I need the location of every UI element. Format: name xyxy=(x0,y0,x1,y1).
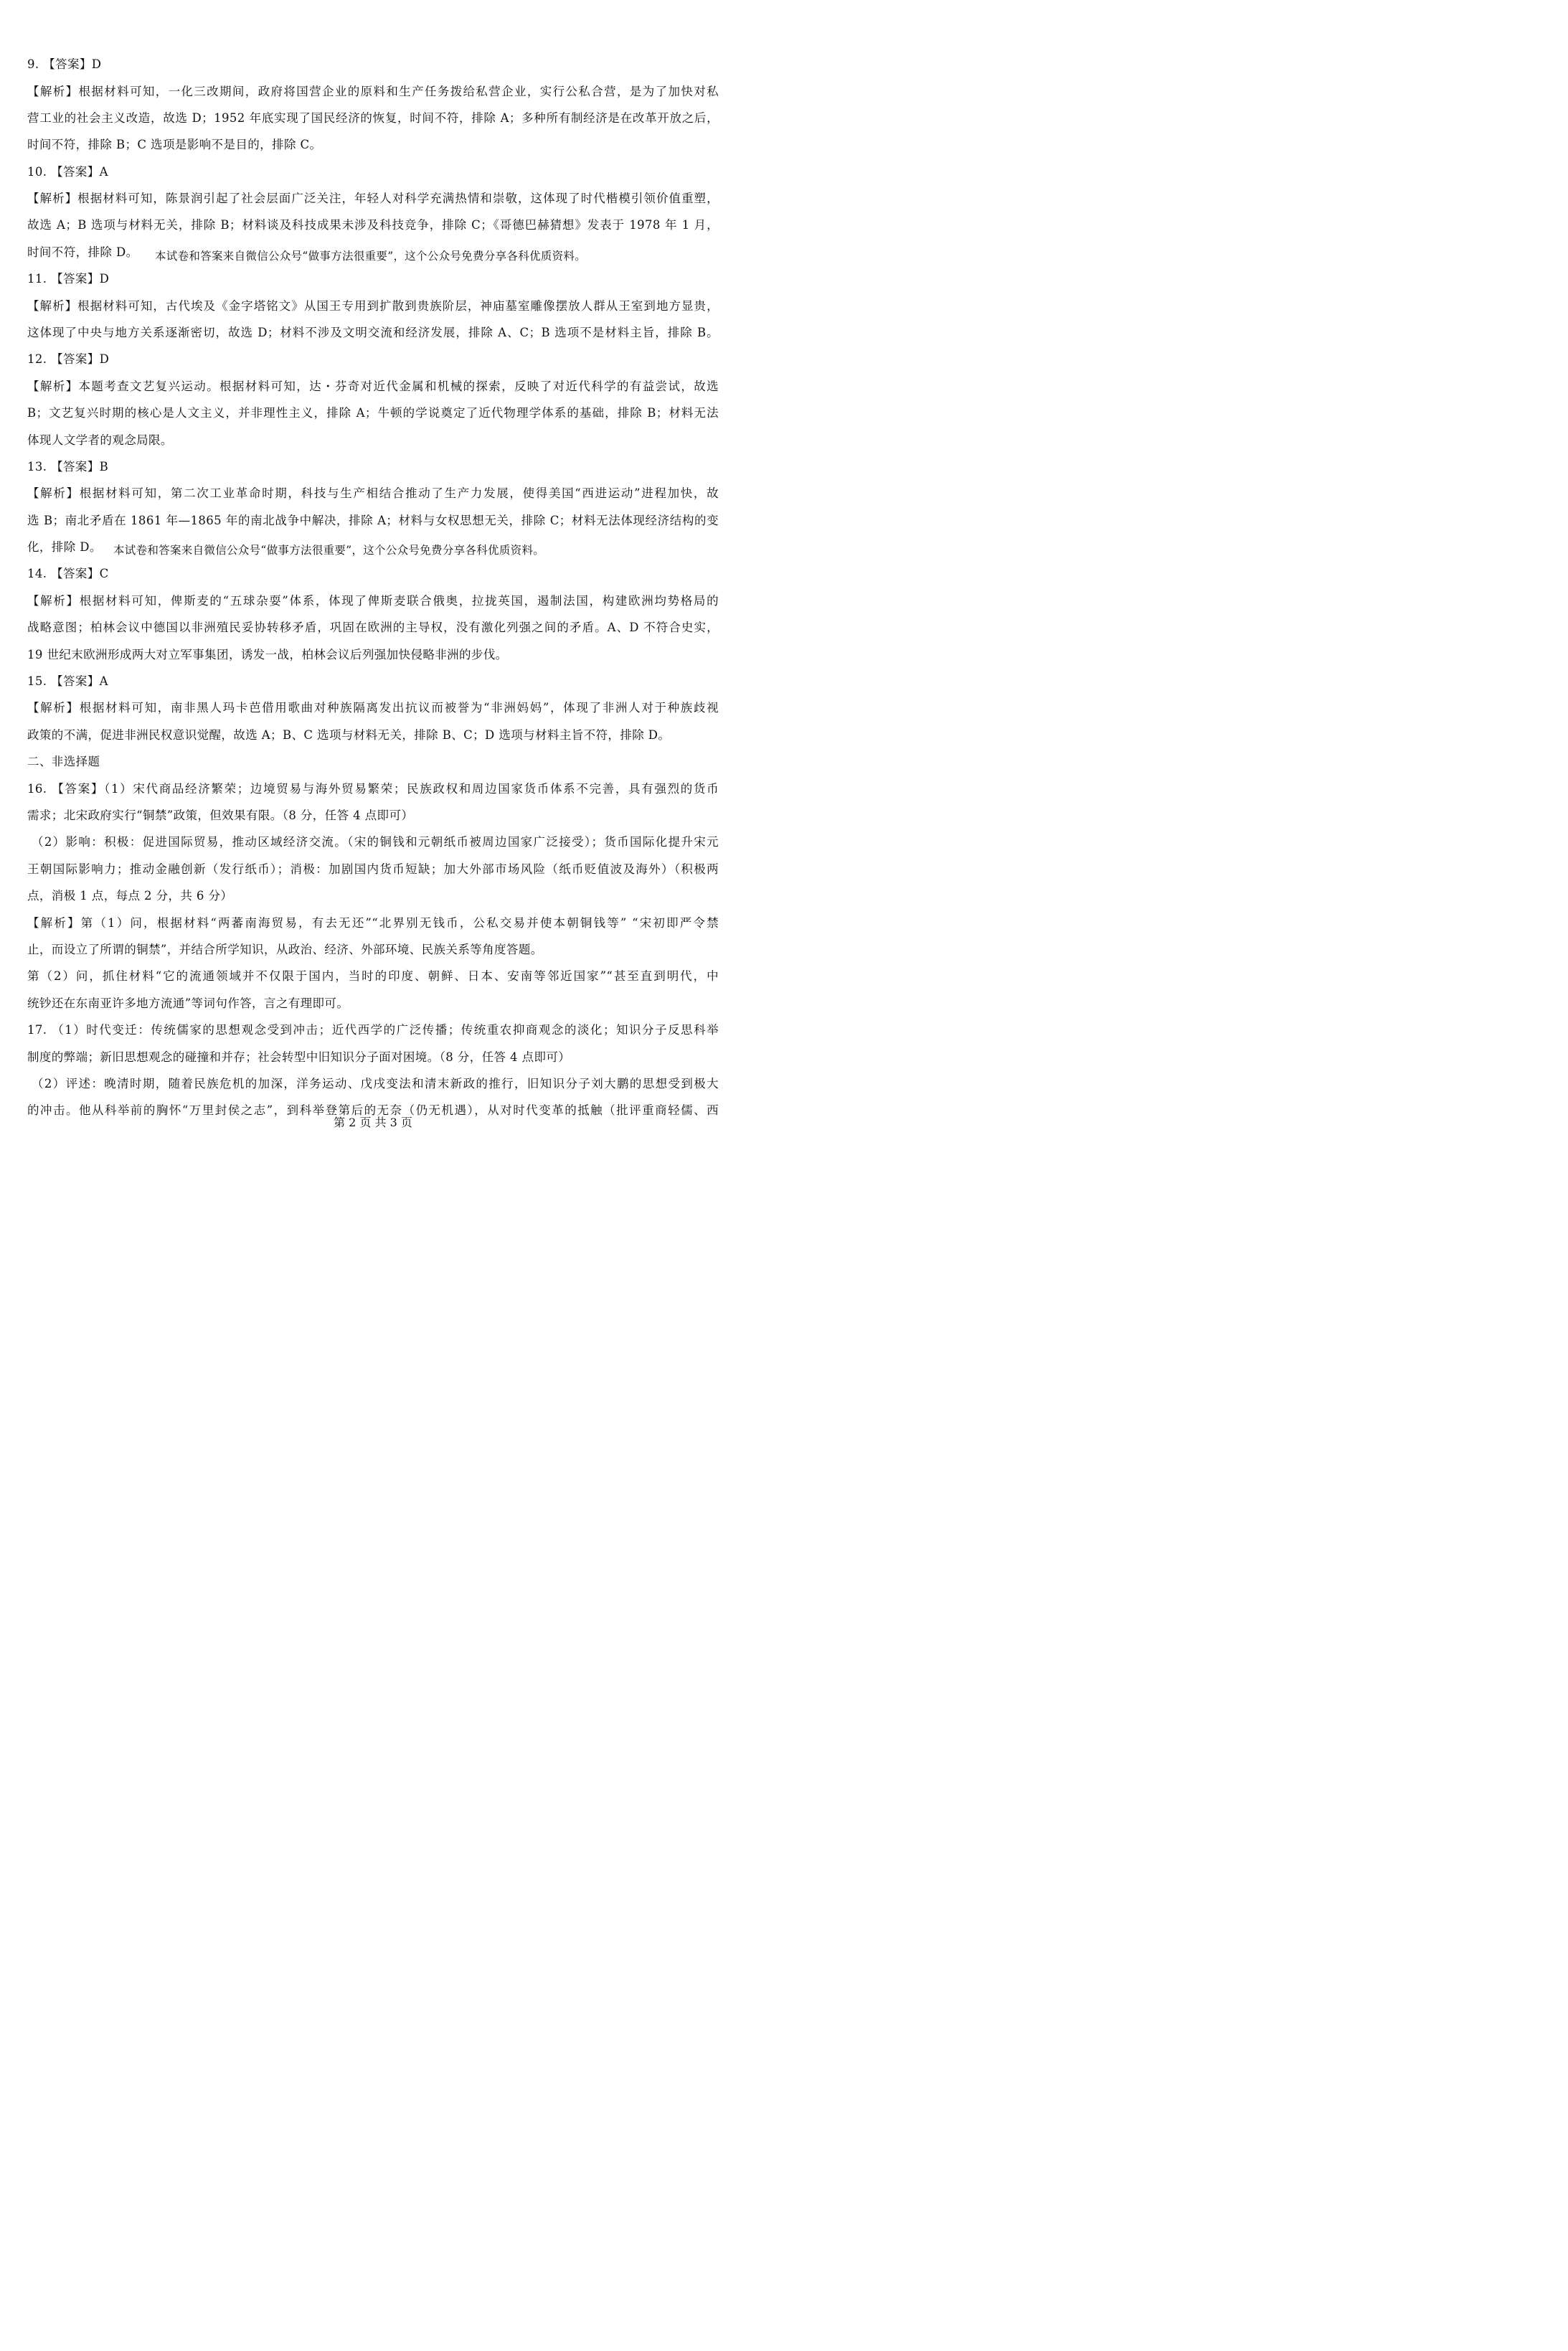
analysis-9-line-3: 时间不符，排除 B；C 选项是影响不是目的，排除 C。 xyxy=(27,138,322,151)
analysis-10-line-2: 故选 A；B 选项与材料无关，排除 B；材料谈及科技成果未涉及科技竞争，排除 C；《哥德巴赫猜想》发表于 1978 年 1 月， xyxy=(27,218,719,232)
answer-14: 14. 【答案】C xyxy=(27,567,109,580)
analysis-12-line-1: 【解析】本题考查文艺复兴运动。根据材料可知，达・芬奇对近代金属和机械的探索，反映了对近代科学的有益尝试，故选 xyxy=(27,380,719,393)
answer-17-line-4: 的冲击。他从科举前的胸怀“万里封侯之志”，到科举登第后的无奈（仍无机遇），从对时代变革的抵触（批评重商轻儒、西 xyxy=(27,1103,719,1117)
answer-9: 9. 【答案】D xyxy=(27,57,102,71)
analysis-9-line-2: 营工业的社会主义改造，故选 D；1952 年底实现了国民经济的恢复，时间不符，排除 A；多种所有制经济是在改革开放之后， xyxy=(27,111,719,125)
watermark-text: 本试卷和答案来自微信公众号“做事方法很重要”，这个公众号免费分享各科优质资料。 xyxy=(155,249,587,263)
analysis-12-line-2: B；文艺复兴时期的核心是人文主义，并非理性主义，排除 A；牛顿的学说奠定了近代物理学体系的基础，排除 B；材料无法 xyxy=(27,406,719,420)
analysis-14-line-2: 战略意图；柏林会议中德国以非洲殖民妥协转移矛盾，巩固在欧洲的主导权，没有激化列强之间的矛盾。A、D 不符合史实， xyxy=(27,621,719,634)
analysis-15-line-2: 政策的不满，促进非洲民权意识觉醒，故选 A；B、C 选项与材料无关，排除 B、C；D 选项与材料主旨不符，排除 D。 xyxy=(27,728,671,742)
analysis-14-line-1: 【解析】根据材料可知，俾斯麦的“五球杂耍”体系，体现了俾斯麦联合俄奥，拉拢英国，遏制法国，构建欧洲均势格局的 xyxy=(27,594,719,608)
analysis-10-line-1: 【解析】根据材料可知，陈景润引起了社会层面广泛关注，年轻人对科学充满热情和崇敬，这体现了时代楷模引领价值重塑， xyxy=(27,192,719,205)
answer-16-line-5: 点，消极 1 点，每点 2 分，共 6 分） xyxy=(27,889,233,903)
analysis-10-line-3: 时间不符，排除 D。 xyxy=(27,245,138,259)
answer-16-line-1: 16. 【答案】（1）宋代商品经济繁荣；边境贸易与海外贸易繁荣；民族政权和周边国家货币体系不完善，具有强烈的货币 xyxy=(27,782,719,796)
analysis-12-line-3: 体现人文学者的观念局限。 xyxy=(27,433,173,447)
analysis-13-line-3: 化，排除 D。 xyxy=(27,540,102,554)
answer-10: 10. 【答案】A xyxy=(27,165,109,179)
answer-12: 12. 【答案】D xyxy=(27,352,110,366)
analysis-9-line-1: 【解析】根据材料可知，一化三改期间，政府将国营企业的原料和生产任务拨给私营企业，实行公私合营，是为了加快对私 xyxy=(27,85,719,98)
analysis-16-line-1: 【解析】第（1）问，根据材料“两蕃南海贸易，有去无还”“北界别无钱币，公私交易并使本朝铜钱等” “宋初即严令禁 xyxy=(27,916,719,930)
analysis-13-line-2: 选 B；南北矛盾在 1861 年—1865 年的南北战争中解决，排除 A；材料与女权思想无关，排除 C；材料无法体现经济结构的变 xyxy=(27,514,719,527)
section-heading: 二、非选择题 xyxy=(27,755,100,768)
analysis-11-line-1: 【解析】根据材料可知，古代埃及《金字塔铭文》从国王专用到扩散到贵族阶层，神庙墓室雕像摆放人群从王室到地方显贵， xyxy=(27,299,719,313)
page-footer: 第 2 页 共 3 页 xyxy=(334,1116,412,1129)
answer-17-line-2: 制度的弊端；新旧思想观念的碰撞和并存；社会转型中旧知识分子面对困境。（8 分，任答 4 点即可） xyxy=(27,1050,571,1064)
answer-11: 11. 【答案】D xyxy=(27,272,110,286)
analysis-13-line-1: 【解析】根据材料可知，第二次工业革命时期，科技与生产相结合推动了生产力发展，使得美国“西进运动”进程加快，故 xyxy=(27,486,719,500)
analysis-16-line-2: 止，而设立了所谓的铜禁”，并结合所学知识，从政治、经济、外部环境、民族关系等角度答题。 xyxy=(27,943,543,956)
analysis-14-line-3: 19 世纪末欧洲形成两大对立军事集团，诱发一战，柏林会议后列强加快侵略非洲的步伐。 xyxy=(27,648,508,661)
answer-16-line-3: （2）影响：积极：促进国际贸易，推动区域经济交流。（宋的铜钱和元朝纸币被周边国家广泛接受）；货币国际化提升宋元 xyxy=(32,835,719,849)
analysis-16-line-4: 统钞还在东南亚许多地方流通”等词句作答，言之有理即可。 xyxy=(27,997,349,1010)
analysis-16-line-3: 第（2）问，抓住材料“它的流通领域并不仅限于国内，当时的印度、朝鲜、日本、安南等邻近国家”“甚至直到明代，中 xyxy=(27,969,719,983)
answer-16-line-2: 需求；北宋政府实行“铜禁”政策，但效果有限。（8 分，任答 4 点即可） xyxy=(27,809,414,822)
answer-17-line-3: （2）评述：晚清时期，随着民族危机的加深，洋务运动、戊戌变法和清末新政的推行，旧知识分子刘大鹏的思想受到极大 xyxy=(32,1077,719,1090)
analysis-15-line-1: 【解析】根据材料可知，南非黑人玛卡芭借用歌曲对种族隔离发出抗议而被誉为“非洲妈妈”，体现了非洲人对于种族歧视 xyxy=(27,701,719,715)
answer-15: 15. 【答案】A xyxy=(27,674,109,688)
answer-16-line-4: 王朝国际影响力；推动金融创新（发行纸币）；消极：加剧国内货币短缺；加大外部市场风险（纸币贬值波及海外）（积极两 xyxy=(27,862,719,876)
answer-17-line-1: 17. （1）时代变迁：传统儒家的思想观念受到冲击；近代西学的广泛传播；传统重农抑商观念的淡化；知识分子反思科举 xyxy=(27,1023,719,1037)
watermark-text: 本试卷和答案来自微信公众号“做事方法很重要”，这个公众号免费分享各科优质资料。 xyxy=(113,543,545,557)
analysis-11-line-2: 这体现了中央与地方关系逐渐密切，故选 D；材料不涉及文明交流和经济发展，排除 A、C；B 选项不是材料主旨，排除 B。 xyxy=(27,326,719,339)
answer-13: 13. 【答案】B xyxy=(27,460,109,474)
